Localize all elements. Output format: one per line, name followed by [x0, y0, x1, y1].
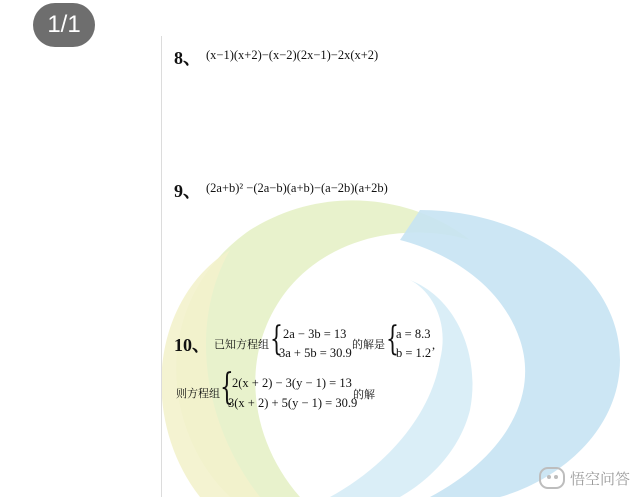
- page-indicator[interactable]: 1/1: [33, 3, 95, 47]
- page-margin-line: [161, 36, 162, 497]
- problem-10-solution-prefix: 的解是: [352, 338, 385, 351]
- problem-8-expression: (x−1)(x+2)−(x−2)(2x−1)−2x(x+2): [206, 48, 379, 62]
- problem-9-number: 9、: [174, 181, 201, 201]
- watermark-text: 悟空问答: [569, 469, 630, 488]
- left-brace-icon: {: [270, 319, 283, 359]
- left-brace-icon: {: [220, 367, 234, 408]
- left-brace-icon: {: [386, 319, 399, 359]
- solution-equation-a: a = 8.3: [396, 327, 431, 341]
- problem-10-then-suffix: 的解: [353, 388, 375, 401]
- problem-10-given-prefix: 已知方程组: [214, 338, 269, 351]
- given-equation-1: 2a − 3b = 13: [283, 327, 347, 341]
- chat-bubble-icon: [539, 467, 565, 489]
- problem-10-number: 10、: [174, 335, 210, 355]
- given-equation-2: 3a + 5b = 30.9: [279, 346, 352, 360]
- problem-10-then-prefix: 则方程组: [176, 387, 220, 400]
- problem-9-expression: (2a+b)² −(2a−b)(a+b)−(a−2b)(a+2b): [206, 181, 388, 195]
- then-equation-1: 2(x + 2) − 3(y − 1) = 13: [232, 376, 352, 390]
- problem-8-number: 8、: [174, 48, 201, 68]
- solution-equation-b: b = 1.2: [396, 346, 432, 360]
- solution-comma: ,: [432, 338, 436, 352]
- then-equation-2: 3(x + 2) + 5(y − 1) = 30.9: [228, 396, 358, 410]
- watermark: [539, 467, 630, 489]
